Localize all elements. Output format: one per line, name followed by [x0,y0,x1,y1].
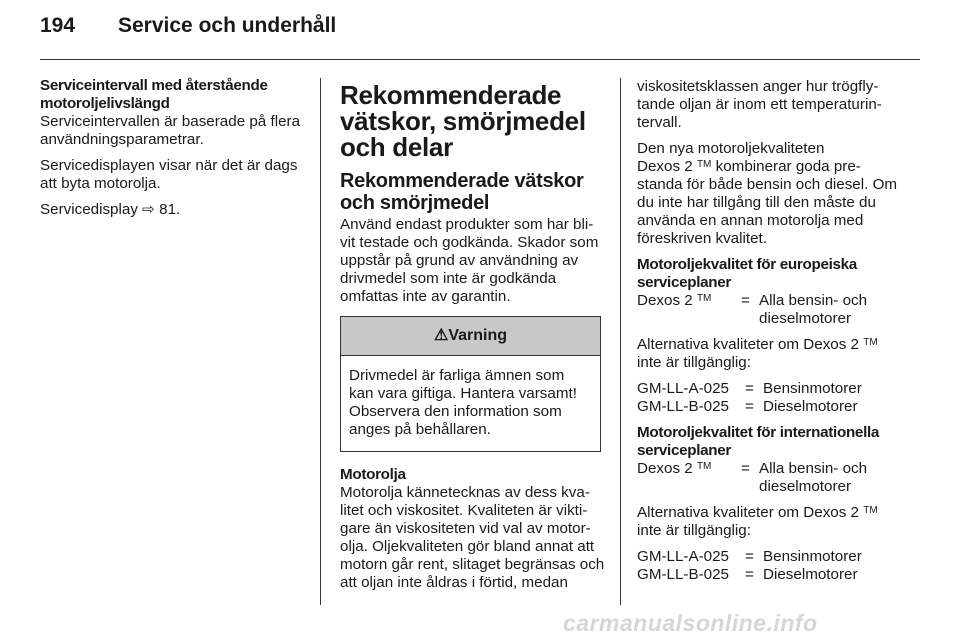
paragraph: Servicedisplayen visar när det är dags att byta motorolja. [40,157,298,192]
trademark: TM [696,293,712,304]
table-key: GM-LL-A-025 [637,380,730,397]
page-header [40,14,336,38]
table-value: Alla bensin- och dieselmotorer [759,460,868,495]
page-number: 194 [40,14,76,37]
paragraph [637,504,907,540]
header-rule [40,59,920,60]
table-row [637,566,907,584]
table-row [637,380,907,398]
column-1 [40,68,305,227]
table-row [637,548,907,566]
subsection-heading: Rekommenderade vätskor och smörjmedel [340,170,584,214]
watermark: carmanualsonline.info [563,610,818,636]
text: Alternativa kvaliteter om Dexos 2 [637,336,859,353]
section-heading: Rekommenderade vätskor, smörjmedel och delar [340,80,586,162]
table-row [637,292,907,328]
equals: = [741,460,750,477]
arrow-icon: ⇨ [142,201,155,218]
section-title: Service och underhåll [118,14,337,37]
international-quality-heading: Motoroljekvalitet för internationella serviceplaner [637,424,880,459]
warning-header [341,317,600,356]
column-3 [637,68,907,592]
equals: = [741,292,750,309]
text: Dexos 2 [637,158,693,175]
service-interval-heading: Serviceintervall med återstående motoroljelivslängd [40,77,268,112]
text: inte är tillgänglig: [637,522,751,539]
cross-reference[interactable] [40,201,305,219]
text: kombinerar goda pre- standa för både bensin och diesel. Om du inte har tillgång till den måste du använda en annan motorolja med föreskriven kvalitet. [637,158,898,247]
paragraph: Serviceintervallen är baserade på flera användningsparametrar. [40,113,301,148]
warning-triangle-icon: ⚠ [433,327,449,344]
trademark: TM [863,337,878,348]
int-alt-table [637,548,907,584]
table-key: Dexos 2 [637,292,693,309]
eu-alt-table [637,380,907,416]
table-key: Dexos 2 [637,460,693,477]
eu-quality-heading: Motoroljekvalitet för europeiska serviceplaner [637,256,857,291]
table-row [637,398,907,416]
warning-text: Drivmedel är farliga ämnen som kan vara giftiga. Hantera varsamt! Observera den information som anges på behållaren. [349,367,577,438]
paragraph: Motorolja kännetecknas av dess kva- litet och viskositet. Kvaliteten är vikti- gare än viskositeten vid val av motor- olja. Oljekvaliteten gör bland annat att motorn går rent, slitaget begränsas och att oljan inte åldras i förtid, medan [340,484,605,591]
int-quality-table [637,460,907,496]
paragraph [637,336,907,372]
table-value: Dieselmotorer [763,566,858,583]
text: Den nya motoroljekvaliteten [637,140,825,157]
text: inte är tillgänglig: [637,354,751,371]
reference-page: 81. [159,201,181,218]
table-row [637,460,907,496]
paragraph: viskositetsklassen anger hur trögfly- tande oljan är inom ett temperaturin- tervall. [637,78,882,131]
trademark: TM [696,159,712,170]
eu-quality-table [637,292,907,328]
equals: = [745,548,754,565]
equals: = [745,566,754,583]
trademark: TM [696,461,712,472]
column-divider [320,78,321,605]
warning-box [340,316,601,452]
paragraph [637,140,907,248]
table-value: Bensinmotorer [763,548,862,565]
warning-title: Varning [448,327,508,344]
table-value: Dieselmotorer [763,398,858,415]
table-key: GM-LL-B-025 [637,398,730,415]
text: Alternativa kvaliteter om Dexos 2 [637,504,859,521]
column-divider [620,78,621,605]
table-key: GM-LL-B-025 [637,566,730,583]
paragraph: Använd endast produkter som har bli- vit testade och godkända. Skador som uppstår på grund av användning av drivmedel som inte är godkända omfattas inte av garantin. [340,216,599,305]
equals: = [745,398,754,415]
table-value: Bensinmotorer [763,380,862,397]
table-key: GM-LL-A-025 [637,548,730,565]
table-value: Alla bensin- och dieselmotorer [759,292,868,327]
trademark: TM [863,505,878,516]
column-2 [340,68,605,600]
motor-oil-heading: Motorolja [340,466,406,483]
equals: = [745,380,754,397]
reference-label: Servicedisplay [40,201,138,218]
